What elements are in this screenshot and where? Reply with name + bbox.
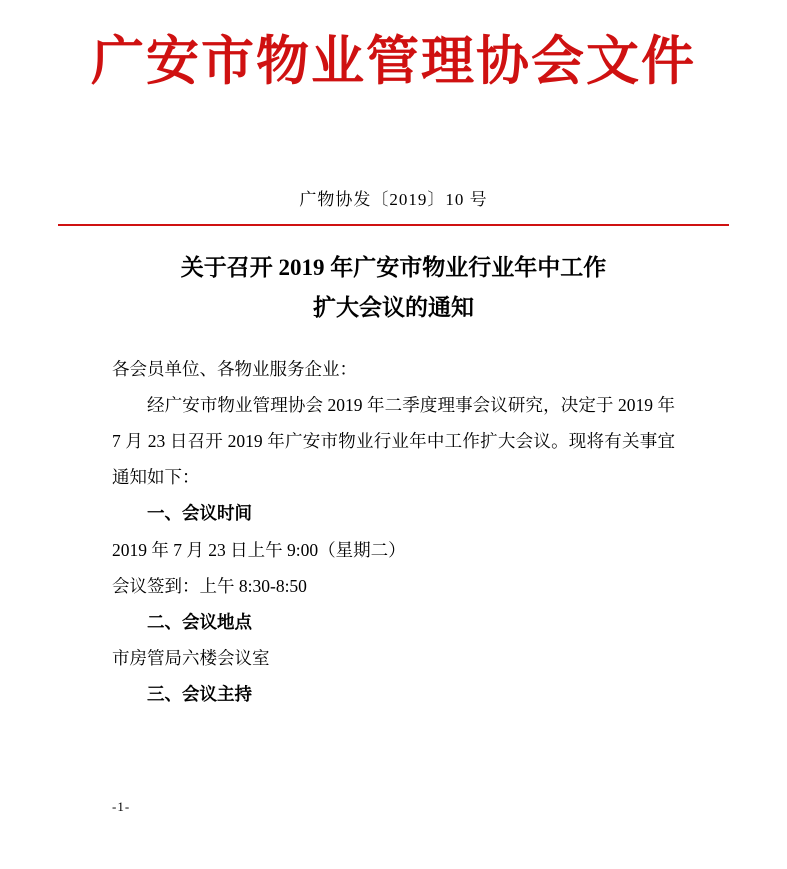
- salutation: 各会员单位、各物业服务企业：: [112, 358, 357, 379]
- page-title: [0, 248, 787, 329]
- document-number: 广物协发〔2019〕10 号: [299, 190, 488, 209]
- section-1-line-2: 会议签到：上午 8:30-8:50: [112, 575, 307, 596]
- section-2-line-1: 市房管局六楼会议室: [112, 648, 270, 669]
- masthead-title: 广安市物业管理协会文件: [91, 33, 696, 91]
- page-title-line-2: 扩大会议的通知: [313, 295, 474, 321]
- red-divider-rule: [58, 224, 729, 226]
- section-2-heading: 二、会议地点: [147, 612, 252, 633]
- document-body: [0, 351, 787, 713]
- section-3-heading: 三、会议主持: [147, 684, 252, 705]
- page-title-line-1: 关于召开 2019 年广安市物业行业年中工作: [180, 255, 607, 280]
- section-1-line-1: 2019 年 7 月 23 日上午 9:00（星期二）: [112, 539, 406, 560]
- page-number: -1-: [112, 799, 131, 814]
- paragraph-1: 经广安市物业管理协会 2019 年二季度理事会议研究，决定于 2019 年 7 月 23 日召开 2019 年广安市物业行业年中工作扩大会议。现将有关事宜通知如下：: [112, 394, 675, 488]
- section-1-heading: 一、会议时间: [147, 503, 252, 524]
